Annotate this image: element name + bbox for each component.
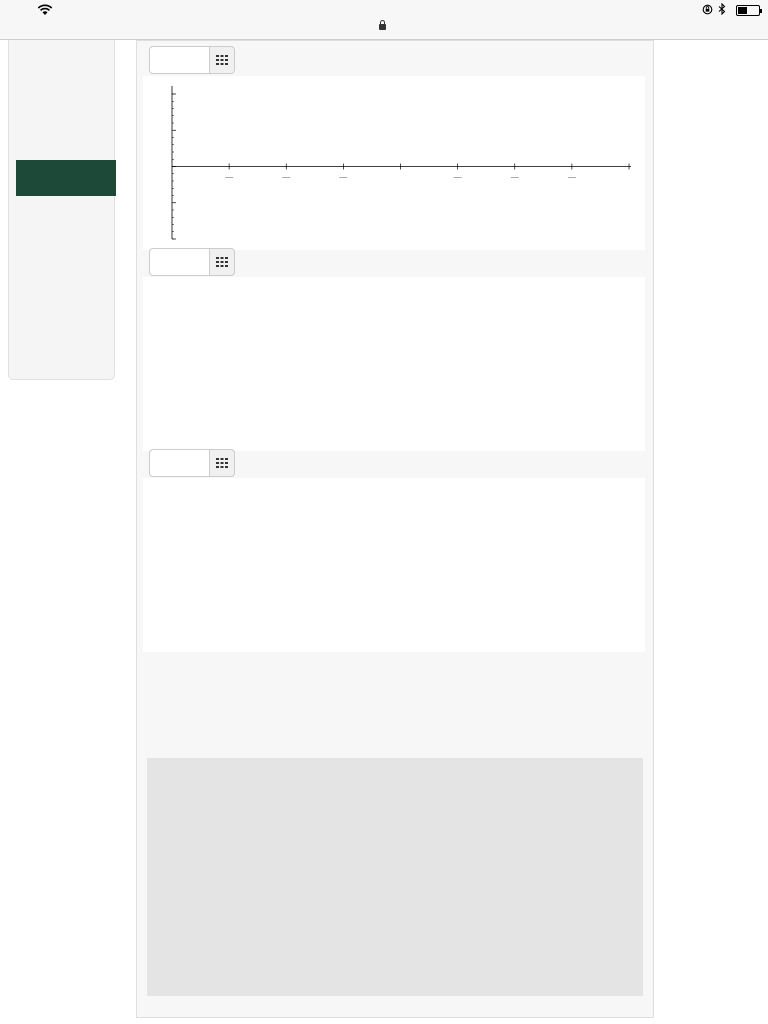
- graph-1: [143, 76, 645, 250]
- orientation-lock-icon: [702, 4, 713, 18]
- grid-icon: [216, 458, 228, 468]
- sidebar-item-problem[interactable]: [16, 160, 116, 196]
- sidebar-item-problem[interactable]: [17, 48, 108, 54]
- sidebar-item-problem[interactable]: [17, 261, 108, 267]
- graph-3: [143, 478, 645, 652]
- sidebar-item-problem[interactable]: [17, 335, 108, 341]
- graph-2: [143, 277, 645, 451]
- answer-input-2[interactable]: [149, 248, 209, 276]
- question-3-row: [149, 449, 243, 477]
- question-2-row: [149, 248, 243, 276]
- lock-icon: [379, 24, 386, 30]
- bluetooth-icon: [718, 3, 726, 18]
- sidebar-item-problem[interactable]: [17, 85, 108, 91]
- address-bar[interactable]: [0, 19, 768, 33]
- grid-icon: [216, 55, 228, 65]
- battery-icon: [736, 5, 760, 16]
- polar-curves-grid: [147, 758, 643, 996]
- answer-input-3[interactable]: [149, 449, 209, 477]
- problem-sidebar: [8, 40, 115, 380]
- status-right: [702, 3, 760, 18]
- answer-grid-button-1[interactable]: [209, 46, 235, 74]
- grid-icon: [216, 257, 228, 267]
- answer-input-1[interactable]: [149, 46, 209, 74]
- status-bar: [0, 0, 768, 40]
- sidebar-item-problem[interactable]: [17, 122, 108, 128]
- answer-grid-button-2[interactable]: [209, 248, 235, 276]
- sidebar-item-problem[interactable]: [17, 234, 108, 240]
- sidebar-item-problem[interactable]: [17, 197, 108, 203]
- answer-grid-button-3[interactable]: [209, 449, 235, 477]
- question-1-row: [149, 46, 243, 74]
- sidebar-item-problem[interactable]: [17, 298, 108, 304]
